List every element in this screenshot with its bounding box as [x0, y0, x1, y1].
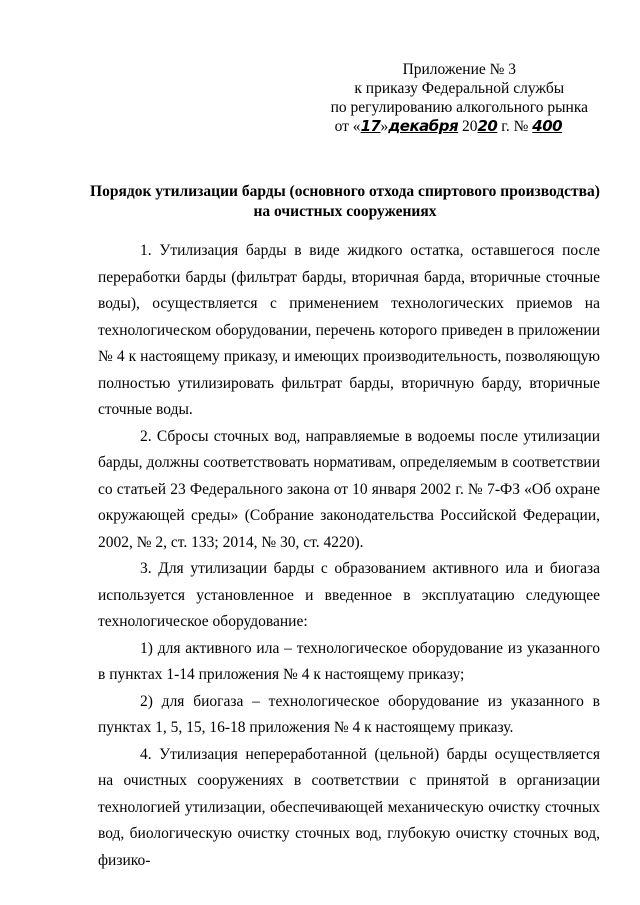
handwritten-month: декабря: [388, 117, 459, 135]
paragraph-3-item-2: 2) для биогаза – технологическое оборудование из указанного в пунктах 1, 5, 15, 16-18 приложения № 4 к настоящему приказу.: [98, 692, 600, 736]
title-line-2: на очистных сооружениях: [253, 203, 437, 220]
appendix-number: Приложение № 3: [402, 61, 517, 78]
appendix-order-ref: к приказу Федеральной службы: [354, 80, 565, 97]
handwritten-order-number: 400: [532, 117, 563, 135]
paragraph-2: 2. Сбросы сточных вод, направляемые в водоемы после утилизации барды, должны соответствовать нормативам, определяемым в соответствии со статьей 23 Федерального закона от 10 января 2002 г. № 7-ФЗ «Об охране окружающей среды» (Собрание законодательства Российской Федерации, 2002, № 2, ст. 133; 2014, № 30, ст. 4220).: [98, 427, 600, 551]
paragraph-3: 3. Для утилизации барды с образованием активного ила и биогаза используется установленное и введенное в эксплуатацию следующее технологическое оборудование:: [98, 560, 600, 630]
handwritten-day: 17: [360, 117, 381, 135]
paragraph-4: 4. Утилизация непереработанной (цельной) барды осуществляется на очистных сооружениях в соответствии с принятой в организации технологией утилизации, обеспечивающей механическую очистку сточных вод, биологическую очистку сточных вод, глубокую очистку сточных вод, физико-: [98, 745, 600, 869]
order-number-label: г. №: [497, 118, 533, 135]
appendix-header: [331, 60, 588, 136]
appendix-agency: по регулированию алкогольного рынка: [330, 99, 588, 116]
year-prefix: 20: [458, 118, 478, 135]
appendix-date-line: [331, 117, 588, 136]
paragraph-1: 1. Утилизация барды в виде жидкого остатка, оставшегося после переработки барды (фильтрат барды, вторичная барда, вторичные сточные воды), осуществляется с применением технологических приемов на технологическом оборудовании, перечень которого приведен в приложении № 4 к настоящему приказу, и имеющих производительность, позволяющую полностью утилизировать фильтрат барды, вторичную барду, вторичные сточные воды.: [98, 242, 600, 418]
document-body: [98, 238, 600, 874]
paragraph-3-item-1: 1) для активного ила – технологическое оборудование из указанного в пунктах 1-14 приложения № 4 к настоящему приказу;: [98, 639, 600, 683]
title-line-1: Порядок утилизации барды (основного отхода спиртового производства): [90, 183, 600, 200]
date-prefix: от «: [334, 118, 361, 135]
document-title: [90, 182, 600, 222]
handwritten-year: 20: [477, 117, 498, 135]
date-day-close: »: [380, 118, 389, 135]
